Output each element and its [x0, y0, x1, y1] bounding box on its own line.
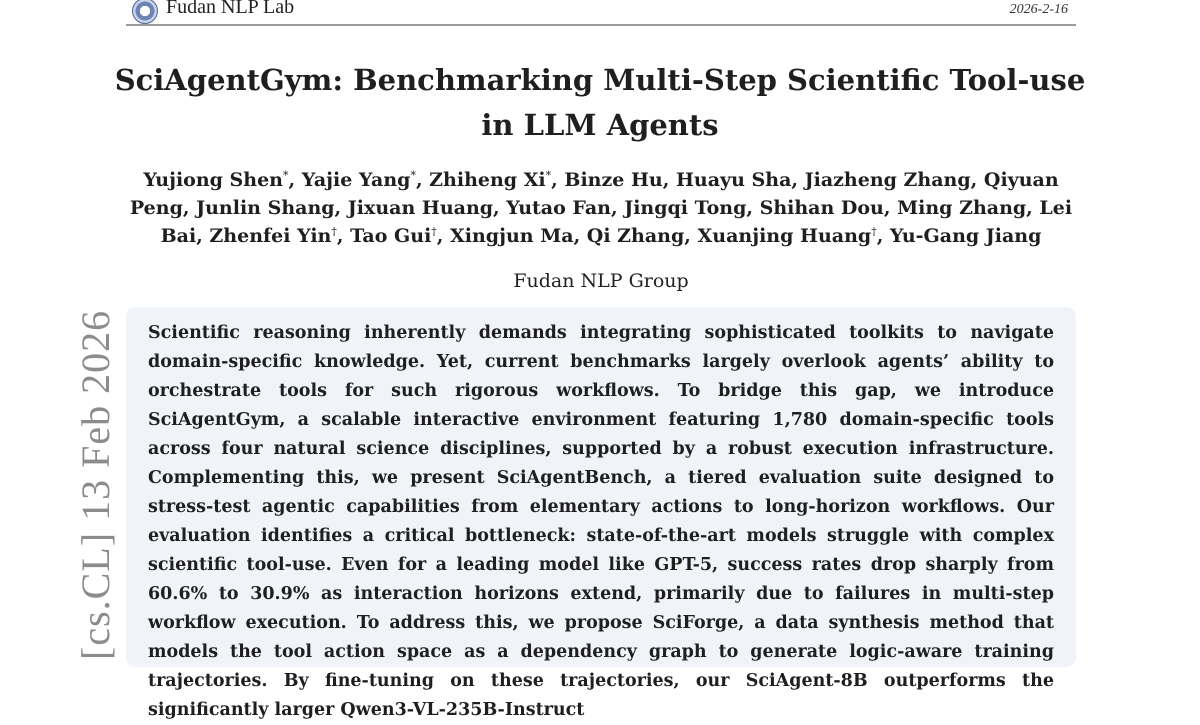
author-name: Shihan Dou — [759, 197, 884, 219]
author-name: Xuanjing Huang — [697, 225, 872, 247]
author-list: Yujiong Shen*, Yajie Yang*, Zhiheng Xi*, Binze Hu, Huayu Sha, Jiazheng Zhang, Qiyuan Peng, Junlin Shang, Jixuan Huang, Yutao Fan, Jingqi Tong, Shihan Dou, Ming Zhang, Lei Bai, Zhenfei Yin†, Tao Gui†, Xingjun Ma, Qi Zhang, Xuanjing Huang†, Yu-Gang Jiang — [129, 169, 1073, 247]
header-date: 2026-2-16 — [1009, 2, 1068, 17]
author-mark: * — [410, 169, 416, 182]
author-mark: * — [283, 169, 289, 182]
author-name: Qiyuan Peng — [129, 169, 1059, 219]
author-name: Tao Gui — [350, 225, 432, 247]
author-name: Jixuan Huang — [347, 197, 494, 219]
author-mark: * — [545, 169, 552, 182]
author-name: Xingjun Ma — [450, 225, 574, 247]
author-name: Binze Hu — [564, 169, 663, 191]
paper-title: SciAgentGym: Benchmarking Multi-Step Scientific Tool-use in LLM Agents — [114, 63, 1086, 142]
lab-name: Fudan NLP Lab — [166, 0, 295, 18]
author-mark: † — [331, 225, 337, 238]
author-name: Zhiheng Xi — [429, 169, 546, 191]
author-name: Yutao Fan — [506, 197, 611, 219]
author-mark: † — [871, 225, 877, 238]
author-name: Yajie Yang — [301, 169, 411, 191]
author-name: Zhenfei Yin — [209, 225, 332, 247]
arxiv-sidebar-stamp: [cs.CL] 13 Feb 2026 — [73, 309, 118, 660]
author-name: Yujiong Shen — [143, 169, 283, 191]
author-mark: † — [431, 225, 437, 238]
abstract-text: Scientific reasoning inherently demands integrating sophisticated toolkits to navigate domain-specific knowledge. Yet, current benchmarks largely overlook agents’ ability to orchestrate tools for such rigorous workflows. To bridge this gap, we introduce SciAgentGym, a scalable interactive environment featuring 1,780 domain-specific tools across four natural science disciplines, supported by a robust execution infrastructure. Complementing this, we present SciAgentBench, a tiered evaluation suite designed to stress-test agentic capabilities from elementary actions to long-horizon workflows. Our evaluation identifies a critical bottleneck: state-of-the-art models struggle with complex scientific tool-use. Even for a leading model like GPT-5, success rates drop sharply from 60.6% to 30.9% as interaction horizons extend, primarily due to failures in multi-step workflow execution. To address this, we propose SciForge, a data synthesis method that models the tool action space as a dependency graph to generate logic-aware training trajectories. By fine-tuning on these trajectories, our SciAgent-8B outperforms the significantly larger Qwen3-VL-235B-Instruct — [148, 323, 1054, 720]
author-name: Yu-Gang Jiang — [889, 225, 1042, 247]
page-header — [126, 0, 1076, 26]
affiliation: Fudan NLP Group — [513, 270, 689, 292]
author-name: Jiazheng Zhang — [804, 169, 971, 191]
author-name: Lei Bai — [160, 197, 1073, 247]
author-name: Huayu Sha — [675, 169, 792, 191]
author-name: Junlin Shang — [196, 197, 335, 219]
abstract-box — [126, 307, 1076, 720]
author-name: Jingqi Tong — [624, 197, 747, 219]
author-name: Qi Zhang — [586, 225, 685, 247]
lab-logo-icon — [132, 0, 158, 24]
author-name: Ming Zhang — [897, 197, 1027, 219]
